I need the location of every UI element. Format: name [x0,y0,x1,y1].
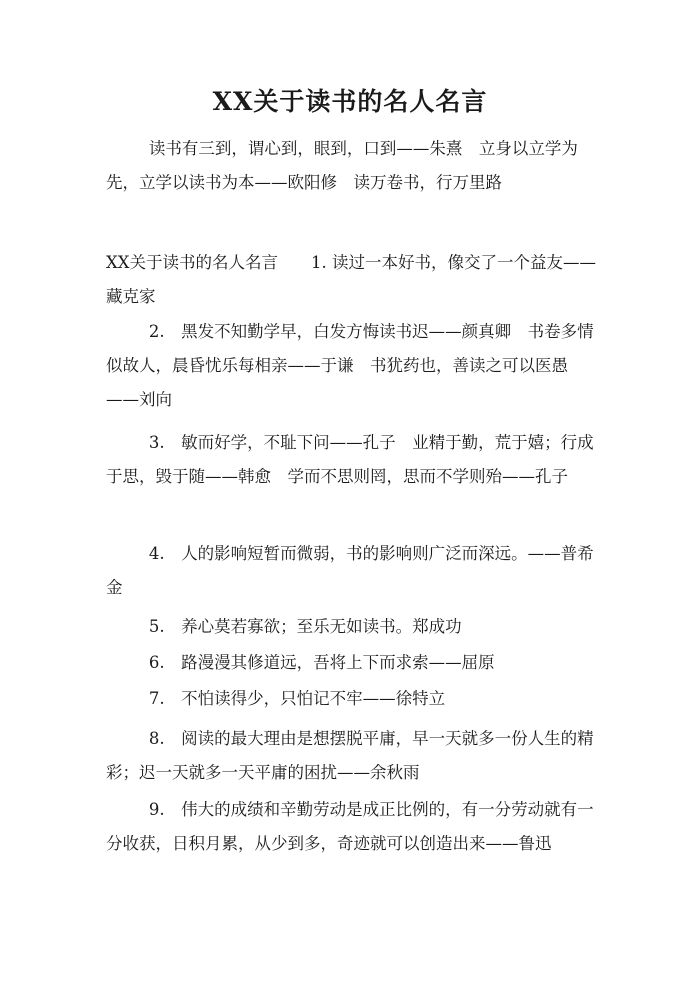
quote-paragraph-5: 5. 养心莫若寡欲；至乐无如读书。郑成功 [148,617,462,636]
quote-paragraph-2: 2. 黑发不知勤学早，白发方悔读书迟——颜真卿 书卷多情似故人，晨昏忧乐每相亲——于谦 书犹药也，善读之可以医愚——刘向 [106,322,594,409]
section-heading-paragraph: XX关于读书的名人名言 1. 读过一本好书，像交了一个益友——藏克家 [106,253,596,306]
quote-paragraph-3: 3. 敏而好学，不耻下问——孔子 业精于勤，荒于嬉；行成于思，毁于随——韩愈 学而不思则罔，思而不学则殆——孔子 [106,433,594,486]
quote-paragraph-4: 4. 人的影响短暂而微弱，书的影响则广泛而深远。——普希金 [106,544,594,597]
quote-paragraph-9: 9. 伟大的成绩和辛勤劳动是成正比例的，有一分劳动就有一分收获，日积月累，从少到多，奇迹就可以创造出来——鲁迅 [106,800,594,853]
quote-paragraph-8: 8. 阅读的最大理由是想摆脱平庸，早一天就多一份人生的精彩；迟一天就多一天平庸的困扰——余秋雨 [106,729,594,782]
intro-paragraph: 读书有三到，谓心到，眼到，口到——朱熹 立身以立学为先，立学以读书为本——欧阳修 读万卷书，行万里路 [106,139,578,192]
quote-paragraph-6: 6. 路漫漫其修道远，吾将上下而求索——屈原 [148,653,495,672]
quote-paragraph-7: 7. 不怕读得少，只怕记不牢——徐特立 [148,689,446,708]
document-title: XX关于读书的名人名言 [212,87,488,116]
